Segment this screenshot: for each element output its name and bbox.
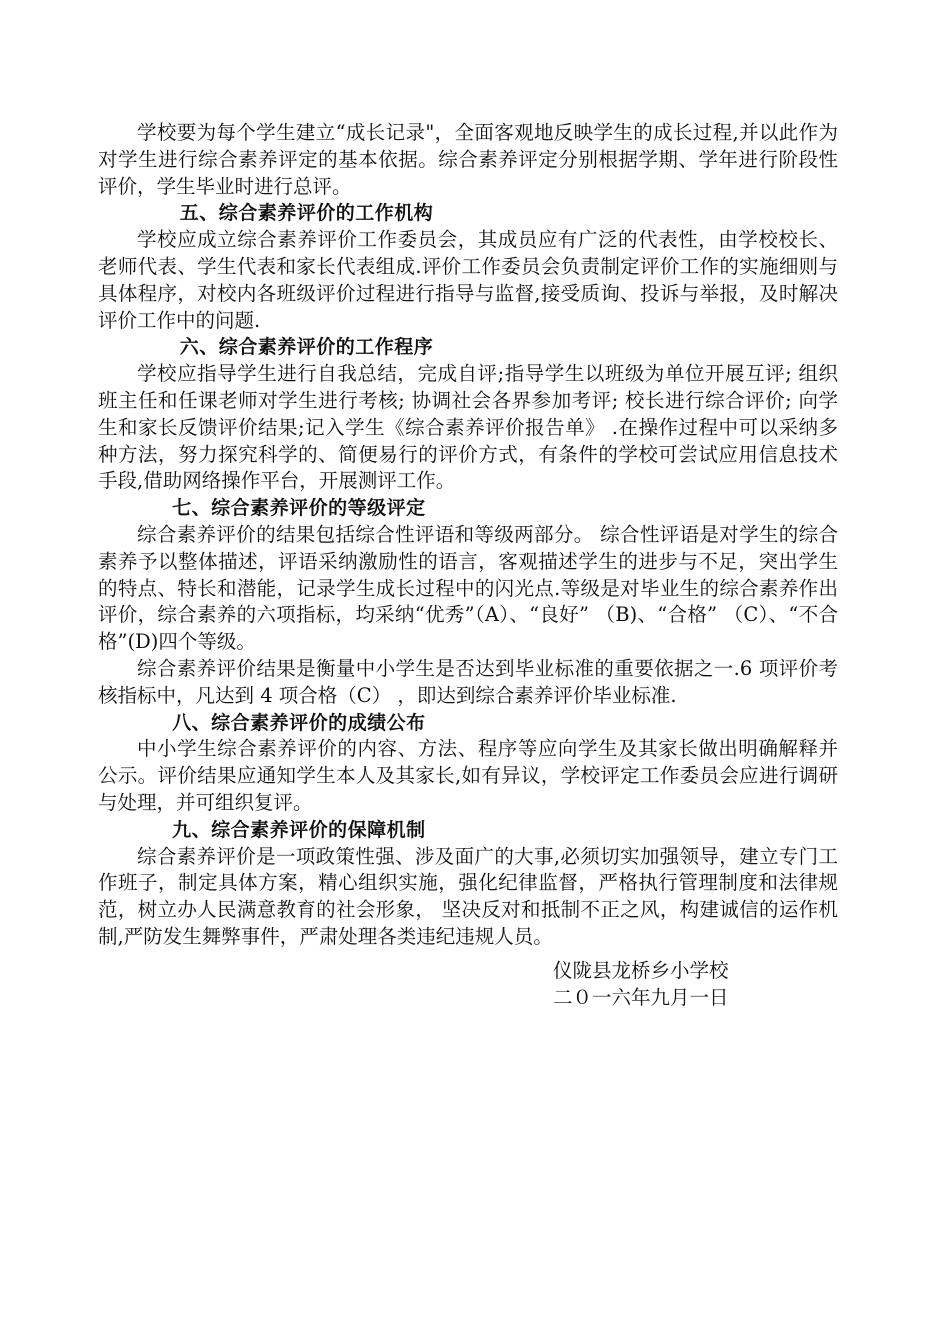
paragraph-growth-record: 学校要为每个学生建立“成长记录"，全面客观地反映学生的成长过程,并以此作为对学生进行综合素养评定的基本依据。综合素养评定分别根据学期、学年进行阶段性评价，学生毕业时进行总评。: [98, 121, 838, 198]
heading-results-publication: 八、综合素养评价的成绩公布: [172, 711, 426, 734]
paragraph-grade-assessment: 综合素养评价的结果包括综合性评语和等级两部分。 综合性评语是对学生的综合素养予以整体描述，评语采纳激励性的语言，客观描述学生的进步与不足，突出学生的特点、特长和潜能，记录学生成长过程中的闪光点.等级是对毕业生的综合素养作出评价，综合素养的六项指标，均采纳“优秀”（A）、“良好” （B)、“合格” （C）、“不合格”(D)四个等级。: [98, 522, 838, 654]
paragraph-safeguard-mechanism: 综合素养评价是一项政策性强、涉及面广的大事,必须切实加强领导，建立专门工作班子，制定具体方案，精心组织实施，强化纪律监督，严格执行管理制度和法律规范，树立办人民满意教育的社会形象， 坚决反对和抵制不正之风，构建诚信的运作机制,严防发生舞弊事件，严肃处理各类违纪违规人员。: [98, 844, 838, 948]
paragraph-work-procedure: 学校应指导学生进行自我总结，完成自评;指导学生以班级为单位开展互评; 组织班主任和任课老师对学生进行考核; 协调社会各界参加考评; 校长进行综合评价; 向学生和家长反馈评价结果;记入学生《综合素养评价报告单》 .在操作过程中可以采纳多种方法，努力探究科学的、简便易行的评价方式，有条件的学校可尝试应用信息技术手段,借助网络操作平台，开展测评工作。: [98, 362, 838, 493]
document-page: [98, 120, 838, 1011]
heading-safeguard-mechanism: 九、综合素养评价的保障机制: [172, 818, 426, 841]
signature-block: [553, 957, 838, 1011]
heading-work-organization: 五、综合素养评价的工作机构: [179, 202, 434, 225]
heading-work-procedure: 六、综合素养评价的工作程序: [179, 336, 434, 359]
paragraph-graduation-standard: 综合素养评价结果是衡量中小学生是否达到毕业标准的重要依据之一.6 项评价考核指标中，凡达到 4 项合格（C） ，即达到综合素养评价毕业标准.: [98, 656, 838, 707]
signature-organization: 仪陇县龙桥乡小学校: [553, 958, 729, 982]
paragraph-work-organization: 学校应成立综合素养评价工作委员会，其成员应有广泛的代表性，由学校校长、老师代表、学生代表和家长代表组成.评价工作委员会负责制定评价工作的实施细则与具体程序，对校内各班级评价过程进行指导与监督,接受质询、投诉与举报，及时解决评价工作中的问题.: [98, 228, 838, 332]
heading-grade-assessment: 七、综合素养评价的等级评定: [172, 497, 426, 520]
signature-date: 二０一六年九月一日: [553, 985, 729, 1009]
paragraph-results-publication: 中小学生综合素养评价的内容、方法、程序等应向学生及其家长做出明确解释并公示。评价结果应通知学生本人及其家长,如有异议，学校评定工作委员会应进行调研与处理，并可组织复评。: [98, 737, 838, 814]
